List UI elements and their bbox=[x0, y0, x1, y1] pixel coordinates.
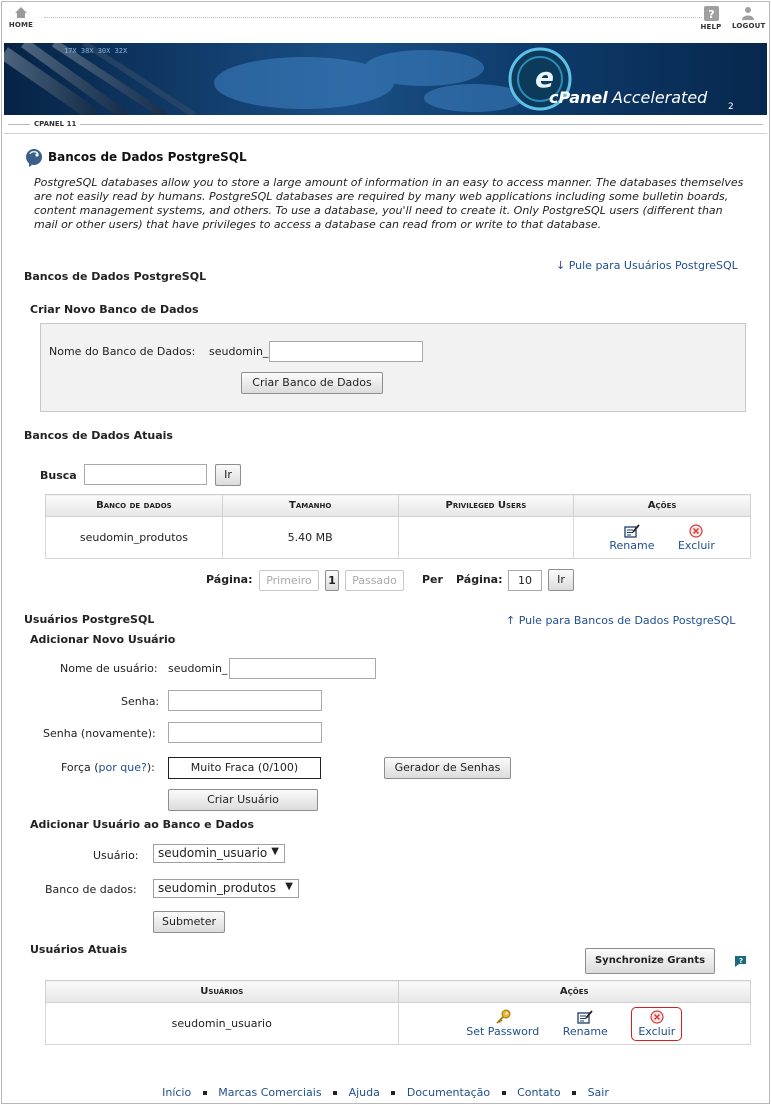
table-row bbox=[46, 1003, 751, 1045]
banner-ticker: 17X 38X 30X 32X bbox=[64, 47, 128, 55]
col-database: Banco de dados bbox=[46, 495, 223, 517]
cpanel-banner bbox=[4, 43, 767, 115]
db-name-label: Nome do Banco de Dados: bbox=[49, 345, 196, 358]
per-page-input[interactable] bbox=[508, 570, 542, 591]
db-actions-cell bbox=[574, 517, 751, 559]
pager-current-page[interactable]: 1 bbox=[325, 570, 339, 591]
delete-user-button[interactable]: Excluir bbox=[631, 1007, 682, 1041]
page-description: PostgreSQL databases allow you to store a large amount of information in an easy to access manner. The databases themselves are not easily read by humans. PostgreSQL databases are required by many web applications including some bulletin boards, content management systems, and others. To use a database, you'll need to create it. Only PostgreSQL users (different than mail or other users) that have privileges to access a database can read from or write to that database. bbox=[34, 176, 744, 231]
assign-db-label: Banco de dados: bbox=[45, 883, 137, 896]
user-select[interactable]: seudomin_usuario ▼ bbox=[153, 844, 285, 863]
jump-to-users-link[interactable]: ↓ Pule para Usuários PostgreSQL bbox=[556, 259, 738, 272]
synchronize-grants-button[interactable]: Synchronize Grants bbox=[585, 948, 715, 974]
breadcrumb-label: CPANEL 11 bbox=[30, 120, 80, 128]
pager-previous-button[interactable]: Passado bbox=[345, 570, 404, 591]
help-label: HELP bbox=[700, 23, 722, 31]
users-heading: Usuários PostgreSQL bbox=[24, 613, 155, 626]
logout-button[interactable] bbox=[732, 6, 764, 30]
page-title: Bancos de Dados PostgreSQL bbox=[48, 150, 247, 164]
col-privileged-users: Privileged Users bbox=[398, 495, 574, 517]
footer-link-home[interactable]: Início bbox=[162, 1086, 192, 1099]
create-db-heading: Criar Novo Banco de Dados bbox=[30, 303, 199, 316]
users-table bbox=[45, 980, 751, 1045]
password-input[interactable] bbox=[168, 690, 322, 711]
footer-link-documentation[interactable]: Documentação bbox=[406, 1086, 491, 1099]
rename-icon bbox=[577, 1010, 593, 1024]
table-header-row bbox=[46, 981, 751, 1003]
db-users-cell bbox=[398, 517, 574, 559]
create-user-button[interactable]: Criar Usuário bbox=[168, 789, 318, 811]
password-label: Senha: bbox=[121, 695, 160, 708]
help-icon bbox=[704, 6, 719, 21]
search-label: Busca bbox=[40, 469, 77, 482]
col-user-actions: Ações bbox=[398, 981, 750, 1003]
password-strength-meter: Muito Fraca (0/100) bbox=[168, 757, 321, 779]
jump-to-databases-link[interactable]: ↑ Pule para Bancos de Dados PostgreSQL bbox=[506, 614, 736, 627]
user-actions-cell bbox=[398, 1003, 750, 1045]
current-users-heading: Usuários Atuais bbox=[30, 943, 128, 956]
set-password-button[interactable]: Set Password bbox=[466, 1009, 539, 1038]
banner-brand-suffix: Accelerated bbox=[612, 88, 708, 107]
create-db-panel bbox=[40, 323, 746, 412]
delete-icon bbox=[650, 1010, 664, 1024]
current-dbs-heading: Bancos de Dados Atuais bbox=[24, 429, 173, 442]
databases-table bbox=[45, 494, 751, 559]
footer-link-contact[interactable]: Contato bbox=[517, 1086, 561, 1099]
table-row bbox=[46, 517, 751, 559]
submit-button[interactable]: Submeter bbox=[153, 911, 225, 933]
svg-text:?: ? bbox=[707, 8, 715, 21]
key-icon bbox=[495, 1009, 511, 1024]
banner-version: 2 bbox=[728, 102, 734, 112]
username-input[interactable] bbox=[229, 658, 376, 679]
arrow-down-icon: ↓ bbox=[556, 259, 566, 272]
footer-link-help[interactable]: Ajuda bbox=[348, 1086, 380, 1099]
banner-brand: cPanel bbox=[549, 88, 608, 107]
footer-separator bbox=[391, 1091, 395, 1095]
per-page-go-button[interactable]: Ir bbox=[548, 569, 574, 591]
col-size: Tamanho bbox=[222, 495, 398, 517]
breadcrumb bbox=[4, 116, 767, 134]
footer-link-logout[interactable]: Sair bbox=[587, 1086, 609, 1099]
arrow-up-icon: ↑ bbox=[506, 614, 516, 627]
footer-nav bbox=[0, 1086, 771, 1099]
assign-user-label: Usuário: bbox=[93, 849, 139, 862]
svg-text:?: ? bbox=[738, 957, 744, 965]
home-label: HOME bbox=[8, 21, 34, 29]
rename-db-button[interactable]: Rename bbox=[609, 524, 654, 552]
footer-separator bbox=[572, 1091, 576, 1095]
pager-first-button[interactable]: Primeiro bbox=[259, 570, 319, 591]
databases-heading: Bancos de Dados PostgreSQL bbox=[24, 270, 207, 283]
per-page-label: Página: bbox=[456, 573, 503, 586]
footer-link-trademarks[interactable]: Marcas Comerciais bbox=[218, 1086, 322, 1099]
svg-text:e: e bbox=[535, 61, 554, 94]
banner-graphic bbox=[4, 43, 767, 115]
logout-icon bbox=[741, 6, 755, 20]
top-divider bbox=[44, 17, 702, 18]
help-bubble-icon[interactable] bbox=[733, 955, 747, 968]
database-select[interactable]: seudomin_produtos ▼ bbox=[153, 879, 299, 898]
password-again-label: Senha (novamente): bbox=[43, 727, 156, 740]
search-input[interactable] bbox=[84, 464, 207, 485]
strength-label: Força (por que?): bbox=[61, 761, 155, 774]
table-header-row bbox=[46, 495, 751, 517]
db-name-cell: seudomin_produtos bbox=[46, 517, 223, 559]
top-bar bbox=[4, 6, 766, 38]
col-actions: Ações bbox=[574, 495, 751, 517]
dropdown-arrow-icon: ▼ bbox=[271, 846, 279, 857]
db-name-prefix: seudomin_ bbox=[209, 345, 269, 358]
logout-label: LOGOUT bbox=[732, 22, 766, 30]
home-icon bbox=[14, 6, 28, 19]
username-prefix: seudomin_ bbox=[168, 662, 228, 675]
postgresql-elephant-icon bbox=[24, 148, 44, 168]
delete-icon bbox=[689, 524, 703, 538]
delete-db-button[interactable]: Excluir bbox=[678, 524, 715, 552]
why-link[interactable]: por que? bbox=[98, 761, 147, 774]
db-name-input[interactable] bbox=[269, 341, 423, 362]
search-go-button[interactable]: Ir bbox=[215, 464, 241, 486]
rename-icon bbox=[624, 524, 640, 538]
create-database-button[interactable]: Criar Banco de Dados bbox=[241, 372, 383, 394]
add-user-heading: Adicionar Novo Usuário bbox=[30, 633, 176, 646]
assign-user-heading: Adicionar Usuário ao Banco e Dados bbox=[30, 818, 255, 831]
pager-label: Página: bbox=[206, 573, 253, 586]
username-label: Nome de usuário: bbox=[60, 662, 158, 675]
rename-user-button[interactable]: Rename bbox=[563, 1010, 608, 1038]
password-again-input[interactable] bbox=[168, 722, 322, 743]
home-button[interactable] bbox=[8, 6, 34, 29]
dropdown-arrow-icon: ▼ bbox=[285, 881, 293, 892]
password-generator-button[interactable]: Gerador de Senhas bbox=[384, 757, 511, 779]
per-label: Per bbox=[422, 573, 443, 586]
footer-separator bbox=[502, 1091, 506, 1095]
col-users: Usuários bbox=[46, 981, 399, 1003]
footer-separator bbox=[333, 1091, 337, 1095]
help-button[interactable] bbox=[700, 6, 722, 31]
db-size-cell: 5.40 MB bbox=[222, 517, 398, 559]
footer-separator bbox=[203, 1091, 207, 1095]
user-name-cell: seudomin_usuario bbox=[46, 1003, 399, 1045]
